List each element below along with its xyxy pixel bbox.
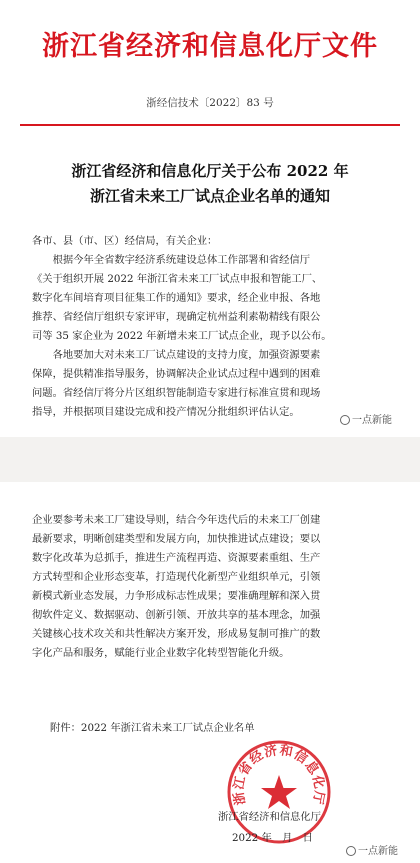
- body-line: 各市、县（市、区）经信局，有关企业：: [32, 235, 218, 247]
- document-header-title: 浙江省经济和信息化厅文件: [42, 31, 378, 62]
- body-line: 保障，提供精准指导服务，协调解决企业试点过程中遇到的困难: [32, 368, 321, 380]
- body-line: 字化产品和服务，赋能行业企业数字化转型智能化升级。: [32, 647, 290, 659]
- body-line: 根据今年全省数字经济系统建设总体工作部署和省经信厅: [32, 254, 311, 266]
- body-line: 最新要求，明晰创建类型和发展方向，加快推进试点建设；要以: [32, 533, 321, 545]
- body-line: 新模式新业态发展，力争形成标志性成果；要准确理解和深入贯: [32, 590, 321, 602]
- document-number: 浙经信技术〔2022〕83 号: [146, 97, 274, 109]
- body-line: 指导，并根据项目建设完成和投产情况分批组织评估认定。: [32, 406, 300, 418]
- body-line: 方式转型和企业形态变革，打造现代化新型产业组织单元，引领: [32, 571, 321, 583]
- attachment-line: 附件：2022 年浙江省未来工厂试点企业名单: [50, 722, 255, 734]
- notice-body-section-2: [32, 511, 388, 663]
- body-line: 企业要参考未来工厂建设导则，结合今年迭代后的未来工厂创建: [32, 514, 321, 526]
- watermark-bottom: 一点新能: [344, 842, 400, 857]
- watermark-mid: 一点新能: [338, 411, 394, 426]
- wechat-icon: [346, 846, 356, 856]
- issuing-authority: 浙江省经济和信息化厅: [218, 811, 321, 823]
- body-line: 各地要加大对未来工厂试点建设的支持力度，加强资源要素: [32, 349, 321, 361]
- notice-body-section-1: [32, 232, 388, 422]
- issue-date: 2022 年 月 日: [232, 832, 313, 844]
- body-line: 彻软件定义、数据驱动、创新引领、开放共享的基本理念，加强: [32, 609, 321, 621]
- body-line: 数字化车间培育项目征集工作的通知》要求，经企业申报、各地: [32, 292, 321, 304]
- body-line: 《关于组织开展 2022 年浙江省未来工厂试点申报和智能工厂、: [32, 273, 323, 285]
- body-line: 推荐、省经信厅组织专家评审，现确定杭州益利素勒精线有限公: [32, 311, 321, 323]
- wechat-icon: [340, 415, 350, 425]
- svg-text:浙江省经济和信息化厅: 浙江省经济和信息化厅: [231, 743, 327, 807]
- notice-title-line-2: 浙江省未来工厂试点企业名单的通知: [89, 187, 330, 205]
- header-divider: [20, 124, 400, 126]
- seal-star-icon: [261, 775, 297, 809]
- body-line: 关键核心技术攻关和共性解决方案开发，形成易复制可推广的数: [32, 628, 321, 640]
- body-line: 数字化改革为总抓手，推进生产流程再造、资源要素重组、生产: [32, 552, 321, 564]
- notice-title-line-1: 浙江省经济和信息化厅关于公布 2022 年: [71, 162, 349, 180]
- body-line: 司等 35 家企业为 2022 年新增未来工厂试点企业，现予以公布。: [32, 330, 332, 342]
- body-line: 问题。省经信厅将分片区组织智能制造专家进行标准宣贯和现场: [32, 387, 321, 399]
